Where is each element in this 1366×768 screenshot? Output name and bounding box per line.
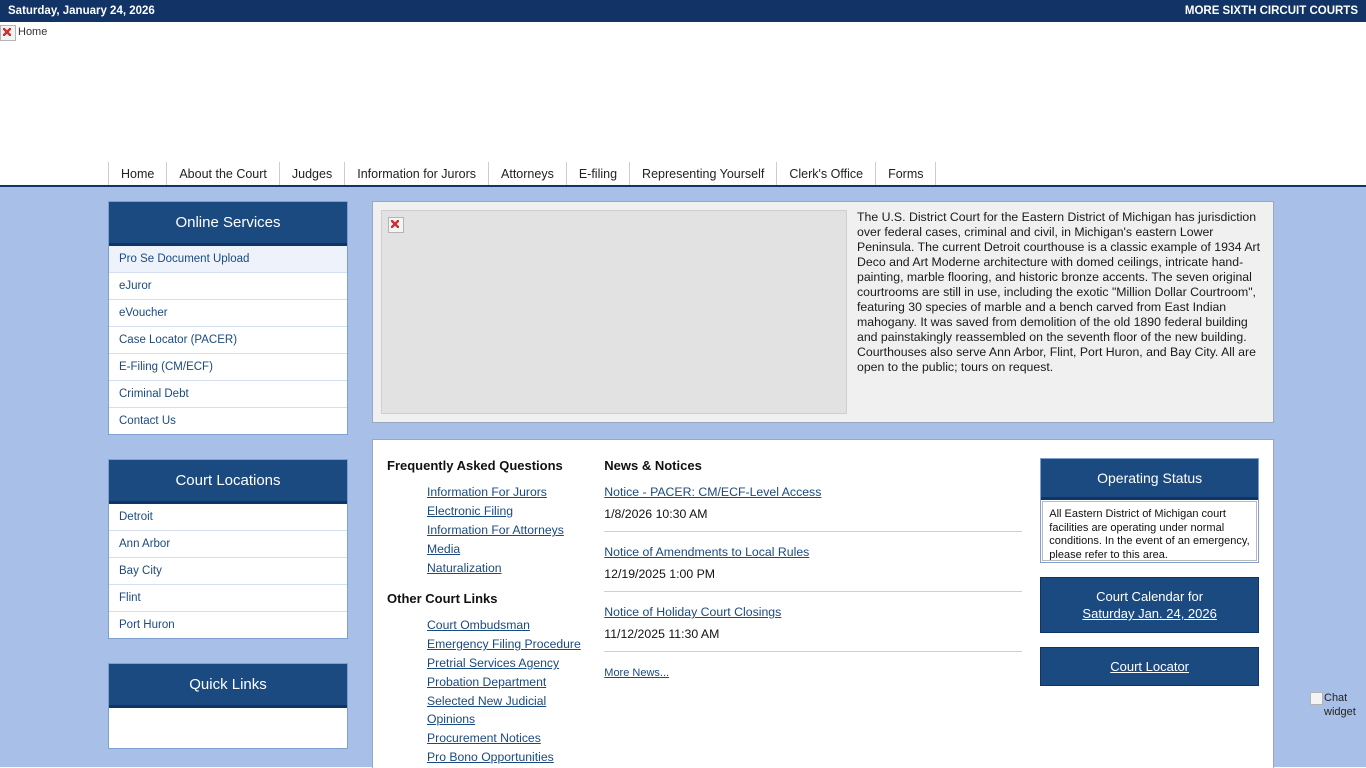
more-sixth-circuit-courts-link[interactable]: MORE SIXTH CIRCUIT COURTS bbox=[1184, 5, 1358, 17]
main-navigation bbox=[0, 162, 1366, 187]
list-item bbox=[427, 654, 586, 672]
news-title: News & Notices bbox=[604, 458, 702, 473]
operating-status-title: Operating Status bbox=[1041, 459, 1258, 500]
court-description-text: The U.S. District Court for the Eastern District of Michigan has jurisdiction over federal cases, criminal and civil, in Michigan's eastern Lower Peninsula. The current Detroit courthouse is a classic example of 1934 Art Deco and Art Moderne architecture with domed ceilings, intricate hand-painting, marble flooring, and historic bronze accents. The seven original courtrooms are still in use, including the exotic "Million Dollar Courtroom", featuring 30 species of marble and a bench carved from East Indian mahogany. It was saved from demolition of the old 1890 federal building and painstakingly reassembled on the seventh floor of the new building. Courthouses also serve Ann Arbor, Flint, Port Huron, and Bay City. All are open to the public; tours on request. bbox=[857, 210, 1261, 374]
faq-column bbox=[387, 458, 586, 768]
sidebar-item-flint[interactable]: Flint bbox=[109, 585, 347, 612]
chat-widget-icon[interactable]: Chat widget bbox=[1310, 691, 1362, 719]
faq-title: Frequently Asked Questions bbox=[387, 458, 563, 473]
list-item bbox=[427, 540, 586, 558]
list-item bbox=[427, 692, 586, 728]
list-item bbox=[427, 559, 586, 577]
online-services-title: Online Services bbox=[109, 202, 347, 246]
news-item bbox=[604, 603, 1022, 652]
other-court-links-list bbox=[387, 616, 586, 766]
other-link-procurement-notices[interactable]: Procurement Notices bbox=[427, 731, 541, 745]
list-item bbox=[427, 502, 586, 520]
court-calendar-label-line1: Court Calendar for bbox=[1096, 589, 1204, 604]
quick-links-title: Quick Links bbox=[109, 664, 347, 708]
news-date: 11/12/2025 11:30 AM bbox=[604, 627, 720, 641]
nav-item-information-for-jurors[interactable]: Information for Jurors bbox=[345, 162, 489, 185]
news-date: 12/19/2025 1:00 PM bbox=[604, 567, 716, 581]
other-link-emergency-filing-procedure[interactable]: Emergency Filing Procedure bbox=[427, 637, 581, 651]
sidebar-item-port-huron[interactable]: Port Huron bbox=[109, 612, 347, 638]
list-item bbox=[427, 616, 586, 634]
online-services-panel bbox=[108, 201, 348, 435]
sidebar-item-ejuror[interactable]: eJuror bbox=[109, 273, 347, 300]
nav-item-e-filing[interactable]: E-filing bbox=[567, 162, 630, 185]
news-column bbox=[604, 458, 1022, 768]
faq-link-information-for-jurors[interactable]: Information For Jurors bbox=[427, 485, 547, 499]
courthouse-image bbox=[381, 210, 847, 414]
current-date-label: Saturday, January 24, 2026 bbox=[8, 5, 155, 17]
operating-status-text: All Eastern District of Michigan court facilities are operating under normal conditions. In the event of an emergency, please refer to this area. bbox=[1042, 501, 1257, 561]
faq-link-list bbox=[387, 483, 586, 577]
sidebar-item-e-filing-cmecf[interactable]: E-Filing (CM/ECF) bbox=[109, 354, 347, 381]
home-logo-image[interactable]: Home bbox=[0, 25, 47, 39]
court-locations-panel bbox=[108, 459, 348, 639]
sidebar-item-contact-us[interactable]: Contact Us bbox=[109, 408, 347, 434]
operating-status-box bbox=[1040, 458, 1259, 563]
list-item bbox=[427, 521, 586, 539]
more-news-link[interactable]: More News... bbox=[604, 667, 670, 679]
list-item bbox=[427, 673, 586, 691]
top-utility-bar bbox=[0, 0, 1366, 22]
left-sidebar bbox=[108, 201, 348, 768]
nav-item-about-the-court[interactable]: About the Court bbox=[167, 162, 280, 185]
list-item bbox=[427, 748, 586, 766]
sidebar-item-case-locator-pacer[interactable]: Case Locator (PACER) bbox=[109, 327, 347, 354]
nav-item-home[interactable]: Home bbox=[108, 162, 167, 185]
sidebar-item-detroit[interactable]: Detroit bbox=[109, 504, 347, 531]
other-link-court-ombudsman[interactable]: Court Ombudsman bbox=[427, 618, 530, 632]
faq-link-electronic-filing[interactable]: Electronic Filing bbox=[427, 504, 514, 518]
other-link-pro-bono-opportunities[interactable]: Pro Bono Opportunities bbox=[427, 750, 554, 764]
other-court-links-title: Other Court Links bbox=[387, 591, 498, 606]
other-link-probation-department[interactable]: Probation Department bbox=[427, 675, 547, 689]
lower-content-panel bbox=[372, 439, 1274, 768]
faq-link-information-for-attorneys[interactable]: Information For Attorneys bbox=[427, 523, 564, 537]
faq-link-naturalization[interactable]: Naturalization bbox=[427, 561, 502, 575]
court-locator-label: Court Locator bbox=[1110, 659, 1190, 674]
main-content bbox=[372, 201, 1274, 768]
news-headline-pacer-access[interactable]: Notice - PACER: CM/ECF-Level Access bbox=[604, 485, 822, 499]
sidebar-item-evoucher[interactable]: eVoucher bbox=[109, 300, 347, 327]
court-calendar-button[interactable] bbox=[1040, 577, 1259, 633]
status-column bbox=[1040, 458, 1259, 768]
news-headline-holiday-court-closings[interactable]: Notice of Holiday Court Closings bbox=[604, 605, 782, 619]
nav-item-judges[interactable]: Judges bbox=[280, 162, 345, 185]
hero-panel bbox=[372, 201, 1274, 423]
quick-links-body bbox=[109, 708, 347, 748]
list-item bbox=[427, 483, 586, 501]
news-date: 1/8/2026 10:30 AM bbox=[604, 507, 708, 521]
faq-link-media[interactable]: Media bbox=[427, 542, 461, 556]
nav-item-representing-yourself[interactable]: Representing Yourself bbox=[630, 162, 777, 185]
page-body bbox=[0, 187, 1366, 767]
sidebar-item-pro-se-document-upload[interactable]: Pro Se Document Upload bbox=[109, 246, 347, 273]
list-item bbox=[427, 729, 586, 747]
nav-item-clerks-office[interactable]: Clerk's Office bbox=[777, 162, 876, 185]
news-item bbox=[604, 543, 1022, 592]
court-locations-title: Court Locations bbox=[109, 460, 347, 504]
nav-item-attorneys[interactable]: Attorneys bbox=[489, 162, 567, 185]
news-item bbox=[604, 483, 1022, 532]
sidebar-item-ann-arbor[interactable]: Ann Arbor bbox=[109, 531, 347, 558]
sidebar-item-criminal-debt[interactable]: Criminal Debt bbox=[109, 381, 347, 408]
news-headline-local-rules-amendments[interactable]: Notice of Amendments to Local Rules bbox=[604, 545, 810, 559]
court-calendar-label-line2: Saturday Jan. 24, 2026 bbox=[1082, 606, 1217, 621]
sidebar-item-bay-city[interactable]: Bay City bbox=[109, 558, 347, 585]
other-link-pretrial-services-agency[interactable]: Pretrial Services Agency bbox=[427, 656, 560, 670]
other-link-selected-new-judicial-opinions[interactable]: Selected New Judicial Opinions bbox=[427, 694, 547, 726]
list-item bbox=[427, 635, 586, 653]
nav-item-forms[interactable]: Forms bbox=[876, 162, 936, 185]
court-locator-button[interactable] bbox=[1040, 647, 1259, 686]
quick-links-panel bbox=[108, 663, 348, 749]
site-masthead bbox=[0, 22, 1366, 162]
